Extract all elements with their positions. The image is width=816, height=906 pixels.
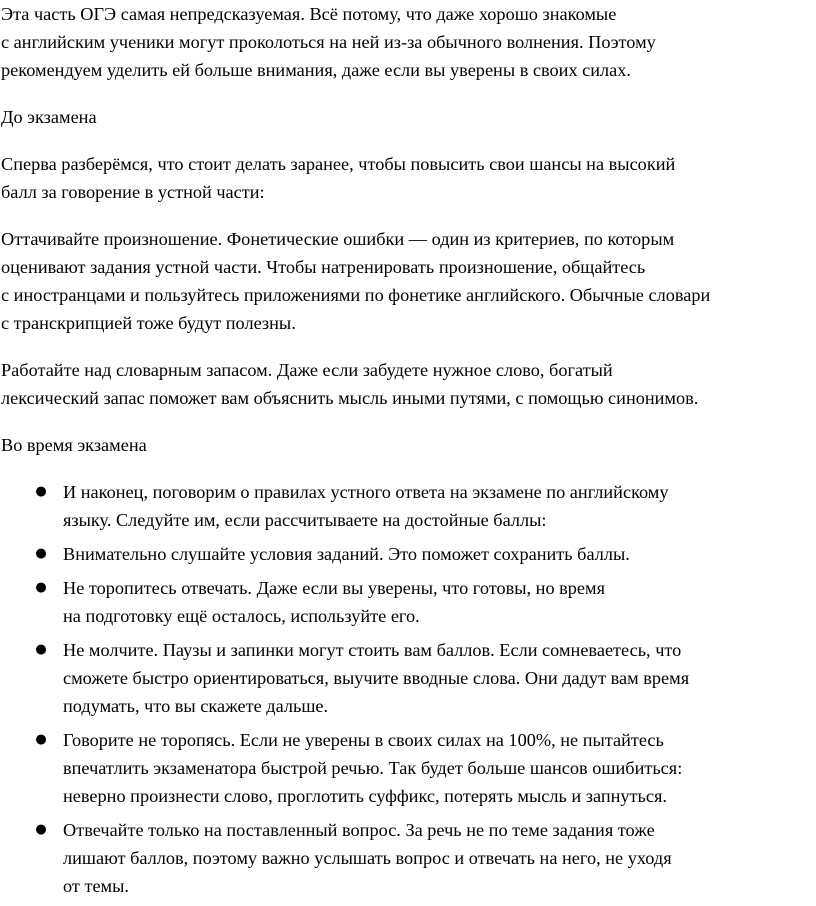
list-item-line: Не торопитесь отвечать. Даже если вы уверены, что готовы, но время [63,578,606,598]
intro-line: Эта часть ОГЭ самая непредсказуемая. Всё потому, что даже хорошо знакомые [1,4,617,24]
list-item-line: неверно произнести слово, проглотить суффикс, потерять мысль и запнуться. [63,786,667,806]
list-item-line: сможете быстро ориентироваться, выучите вводные слова. Они дадут вам время [63,668,690,688]
list-item [1,478,816,534]
list-item-line: от темы. [63,876,129,896]
bullet-icon: ● [35,580,47,595]
bullet-icon: ● [35,484,47,499]
exam-rules-list [1,478,816,900]
intro-paragraph [1,0,816,84]
bullet-icon: ● [35,642,47,657]
list-item-line: лишают баллов, поэтому важно услышать вопрос и отвечать на него, не уходя [63,848,672,868]
intro-line: рекомендуем уделить ей больше внимания, даже если вы уверены в своих силах. [1,60,631,80]
bullet-icon: ● [35,546,47,561]
list-item-line: подумать, что вы скажете дальше. [63,696,329,716]
list-item-line: Не молчите. Паузы и запинки могут стоить вам баллов. Если сомневаетесь, что [63,640,682,660]
vocabulary-line: Работайте над словарным запасом. Даже если забудете нужное слово, богатый [1,360,613,380]
pronunciation-line: оценивают задания устной части. Чтобы натренировать произношение, общайтесь [1,257,646,277]
list-item-line: впечатлить экзаменатора быстрой речью. Так будет больше шансов ошибиться: [63,758,683,778]
pronunciation-paragraph [1,225,816,337]
vocabulary-line: лексический запас поможет вам объяснить мысль иными путями, с помощью синонимов. [1,388,699,408]
pronunciation-line: с транскрипцией тоже будут полезны. [1,313,296,333]
vocabulary-paragraph [1,356,816,412]
list-item [1,540,816,568]
list-item-line: Внимательно слушайте условия заданий. Это поможет сохранить баллы. [63,544,630,564]
pronunciation-line: с иностранцами и пользуйтесь приложениями по фонетике английского. Обычные словари [1,285,711,305]
before-exam-lead-paragraph [1,150,816,206]
bullet-icon: ● [35,822,47,837]
intro-line: с английским ученики могут проколоться на ней из-за обычного волнения. Поэтому [1,32,656,52]
list-item-line: на подготовку ещё осталось, используйте его. [63,606,420,626]
lead-line: балл за говорение в устной части: [1,182,265,202]
list-item [1,726,816,810]
list-item [1,574,816,630]
list-item [1,636,816,720]
list-item [1,816,816,900]
before-exam-heading: До экзамена [1,107,97,127]
during-exam-heading: Во время экзамена [1,435,147,455]
pronunciation-line: Оттачивайте произношение. Фонетические ошибки — один из критериев, по которым [1,229,675,249]
list-item-line: Говорите не торопясь. Если не уверены в своих силах на 100%, не пытайтесь [63,730,664,750]
lead-line: Сперва разберёмся, что стоит делать заранее, чтобы повысить свои шансы на высокий [1,154,676,174]
bullet-icon: ● [35,732,47,747]
list-item-line: Отвечайте только на поставленный вопрос. За речь не по теме задания тоже [63,820,655,840]
list-item-line: И наконец, поговорим о правилах устного ответа на экзамене по английскому [63,482,669,502]
list-item-line: языку. Следуйте им, если рассчитываете на достойные баллы: [63,510,547,530]
